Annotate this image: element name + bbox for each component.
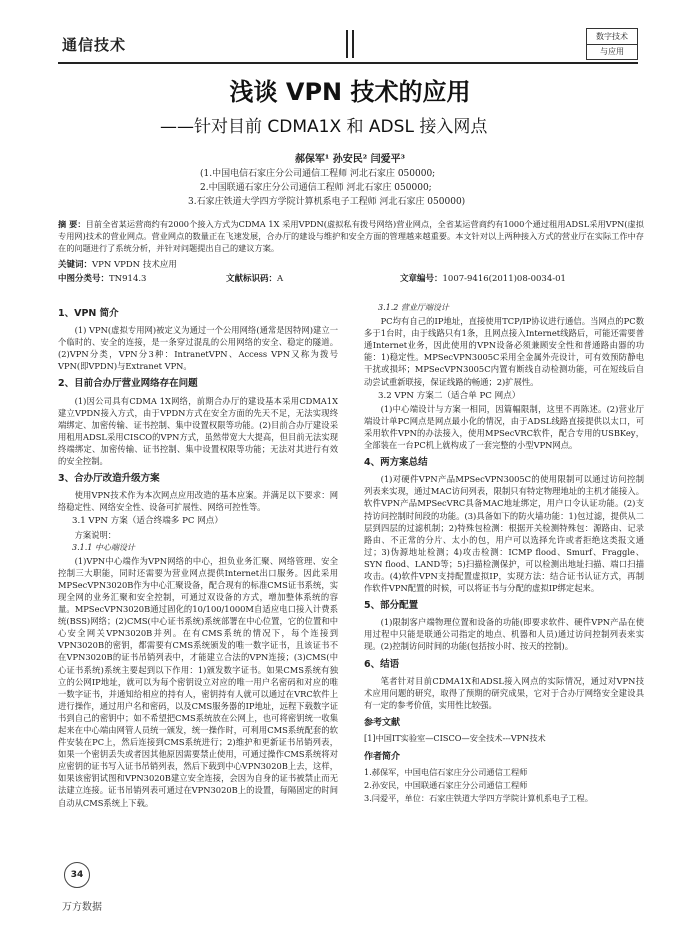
abstract-text: 目前全省某运营商约有2000个接入方式为CDMA 1X 采用VPDN(虚拟私有拨号网络)营业网点，全省某运营商约有1000个通过租用ADSL采用VPN(虚拟专用网)技术的营业网点。营业网点的数量正在飞速发展，合办厅的建设与维护和安全方面的管理越来越重要。本文针对以上两种接入方式的营业厅在实际工作中存在的问题进行了系统分析，并针对问题提出自己的建议方案。 — [58, 219, 644, 253]
section-3-2-heading: 3.2 VPN 方案二（适合单 PC 网点） — [378, 390, 521, 401]
section-5-heading: 5、部分配置 — [364, 600, 419, 612]
section-3-1-2-heading: 3.1.2 营业厅端设计 — [378, 303, 449, 312]
section-1-paragraph: (1) VPN(虚拟专用网)被定义为通过一个公用网络(通常是因特网)建立一个临时的、安全的连接，是一条穿过混乱的公用网络的安全、稳定的隧道。(2)VPN分类，VPN分3种：IntranetVPN、Access VPN又称为拨号VPN(即VPDN)与Extranet VPN。 — [58, 325, 338, 372]
author-bio-item: 1.郝保军，中国电信石家庄分公司通信工程师 — [364, 767, 528, 778]
section-3-paragraph: 使用VPN技术作为本次网点应用改造的基本应案。并满足以下要求：网络稳定性、网络安全性、设备可扩展性、网络可控性等。 — [58, 490, 338, 513]
article-no-value: 1007-9416(2011)08-0034-01 — [442, 274, 566, 284]
article-title: 浅谈 VPN 技术的应用 — [229, 78, 471, 106]
header-rule — [58, 62, 638, 64]
wanfang-watermark: 万方数据 — [62, 902, 102, 913]
left-column — [58, 302, 338, 809]
section-4-heading: 4、两方案总结 — [364, 457, 428, 469]
keywords-label: 关键词： — [58, 260, 93, 270]
article-no-label: 文章编号： — [400, 274, 443, 284]
abstract — [58, 218, 644, 254]
section-6-heading: 6、结语 — [364, 658, 400, 670]
section-3-1-2-paragraph: PC均有自己的IP地址，直接使用TCP/IP协议进行通信。当网点的PC数多于1台时，由于线路只有1条，且网点接入Internet线路后，可能还需要普通Internet业务，因此使用的VPN设备必须兼顾安全性和普通路由器的功能：1)稳定性。MPSecVPN3005C采用全金属外壳设计，可有效预防静电干扰或损坏；MPSecVPN3005C内置有断线自动检测功能，可在短线后自动尝试重新联接，保证线路的畅通；2)扩展性。 — [364, 316, 644, 387]
section-2-heading: 2、目前合办厅营业网络存在问题 — [58, 378, 198, 390]
keywords-line — [58, 258, 177, 270]
journal-name: 通信技术 — [62, 36, 127, 54]
section-4-paragraph: (1)对硬件VPN产品MPSecVPN3005C的使用限制可以通过访问控制列表来实现，通过MAC访问列表，限制只有特定物理地址的主机才能接入。软件VPN产品MPSecVRC具备MAC地址绑定，用户口令认证功能。(2)支持访问控制时间段的功能。(3)具备如下的防火墙功能：1)包过滤，提供从二层到四层的过滤机制；2)特殊包检测：根据开关检测特殊包：源路由、记录路由、不正常的分片、太小的包，用户可以选择允许或者拒绝这类报文通过；3)伪源地址检测；4)攻击检测：ICMP flood、Smurf、Fraggle、SYN flood、LAND等；5)扫描检测保护，可以检测出地址扫描、端口扫描攻击。(4)软件VPN支持配置虚拟IP，实现方法：结合证书认证方式，再制作软件VPN配置的时候，可以将证书与分配的虚拟IP绑定起来。 — [364, 474, 644, 594]
affiliation-2: 2.中国联通石家庄分公司通信工程师 河北石家庄 050000; — [200, 183, 432, 193]
doc-code-label: 文献标识码： — [226, 274, 278, 284]
doc-code-line — [226, 272, 283, 284]
section-3-1-1-paragraph: (1)VPN中心端作为VPN网络的中心，担负业务汇聚、网络管理、安全控制三大职能，同时还需要为营业网点提供Internet出口服务。因此采用MPSecVPN3020B作为中心汇聚设备，配合现有的标准CMS证书系统，实现全网的业务汇聚和安全控制，可通过双设备的方式，增加整体系统的容量。MPSecVPN3020B通过固化的10/100/1000M自适应电口接入计费系统(BSS)网络；(2)CMS(中心证书系统)系统部署在中心位置，它的位置和中心安全网关VPN3020B并列。在有CMS系统的情况下，每个连接到VPN3020B的密钥，都需要有CMS系统颁发的唯一数字证书，且该证书不在VPN3020B的证书吊销列表中，才能建立合法的VPN连接；(3)CMS(中心证书系统)系统主要起到以下作用：1)颁发数字证书。如果CMS系统有独立的公网IP地址，就可以为每个密钥设立对应的唯一用户名密码和对应的唯一数字证书，并通知给相应的持有人，密钥持有人就可以通过在VRC软件上进行操作，通过用户名和密码，以及CMS服务器的IP地址，远程下载数字证书到自己的密钥中；如不希望把CMS系统放在公网上，也可将密钥统一收集起来在中心端由网管人员统一颁发，统一操作时，可利用CMS系统配套的软件安装在PC上，然后连接到CMS系统进行；2)维护和更新证书吊销列表，如果一个密钥丢失或者因其他原因需要禁止使用，可通过操作CMS系统将对应密钥的证书写入证书吊销列表，然后下载到中心VPN3020B上去，这样，如果该密钥试图和VPN3020B建立安全连接，会因为自身的证书被禁止而无法建立连接。证书吊销列表可通过在VPN3020B上的设置，每隔固定的时间自动从CMS系统上下载。 — [58, 555, 338, 808]
section-3-1-paragraph: 方案说明： — [74, 529, 117, 540]
right-column — [364, 302, 644, 805]
section-3-2-paragraph: (1)中心端设计与方案一相同，因篇幅限制，这里不再陈述。(2)营业厅端设计单PC网点是网点最小化的情况，由于ADSL线路直接提供以太口，可采用软件VPN的办法接入，使用MPSecVRC软件，配合专用的USBKey，全部装在一台PC机上就构成了一套完整的小型VPN网点。 — [364, 403, 644, 451]
clc-label: 中图分类号： — [58, 274, 110, 284]
doc-code-value: A — [277, 274, 284, 284]
affiliation-1: (1.中国电信石家庄分公司通信工程师 河北石家庄 050000; — [200, 169, 436, 179]
keywords-value: VPN VPDN 技术应用 — [92, 260, 177, 270]
page-header — [58, 26, 638, 64]
page-number-badge: 34 — [64, 862, 90, 888]
author-bio-item: 2.孙安民，中国联通石家庄分公司通信工程师 — [364, 780, 528, 791]
clc-value: TN914.3 — [109, 274, 147, 284]
author-bio-heading: 作者简介 — [364, 752, 401, 762]
section-3-1-heading: 3.1 VPN 方案（适合终端多 PC 网点） — [72, 516, 223, 527]
author-bio-item: 3.闫爱平，单位：石家庄铁道大学四方学院计算机系电子工程。 — [364, 793, 593, 804]
references-heading: 参考文献 — [364, 717, 401, 728]
section-3-1-1-heading: 3.1.1 中心端设计 — [72, 542, 135, 552]
section-6-paragraph: 笔者针对目前CDMA1X和ADSL接入网点的实际情况，通过对VPN技术应用问题的研究，取得了预期的研究成果，它对于合办厅网络安全建设具有一定的参考价值，实用性比较强。 — [364, 675, 644, 710]
section-2-paragraph: (1)因公司具有CDMA 1X网络，前期合办厅的建设基本采用CDMA1X建立VPDN接入方式，由于VPDN方式在安全方面的先天不足，无法实现终端绑定、加密传输、证书控制、集中设置权限等功能。(2)目前合办厅建设采用租用ADSL采用CISCO的VPN方式，虽然带宽大大提高，但目前无法实现终端绑定、加密传输、证书控制、集中设置权限等功能；无法对其进行有效的安全控制。 — [58, 395, 338, 467]
reference-item: [1]中国IT实验室—CISCO—安全技术---VPN技术 — [364, 733, 546, 743]
section-1-heading: 1、VPN 简介 — [58, 308, 119, 319]
section-3-heading: 3、合办厅改造升级方案 — [58, 473, 160, 485]
clc-line — [58, 272, 146, 284]
abstract-label: 摘 要： — [58, 219, 86, 229]
author-list: 郝保军¹ 孙安民² 闫爱平³ — [294, 154, 406, 165]
article-subtitle: ——针对目前 CDMA1X 和 ADSL 接入网点 — [160, 117, 488, 137]
journal-logo — [586, 28, 638, 60]
logo-bottom-text: 与应用 — [587, 44, 637, 59]
affiliation-3: 3.石家庄铁道大学四方学院计算机系电子工程师 河北石家庄 050000) — [188, 197, 466, 207]
header-divider-bars — [346, 30, 358, 58]
section-5-paragraph: (1)限制客户端物理位置和设备的功能(即要求软件、硬件VPN产品在使用过程中只能是联通公司指定的地点、机器和人员)通过访问控制列表来实现。(2)控制访问时间的功能(包括按小时、按天的控制)。 — [364, 617, 644, 652]
logo-top-text: 数字技术 — [596, 32, 628, 41]
article-no-line — [400, 272, 566, 284]
